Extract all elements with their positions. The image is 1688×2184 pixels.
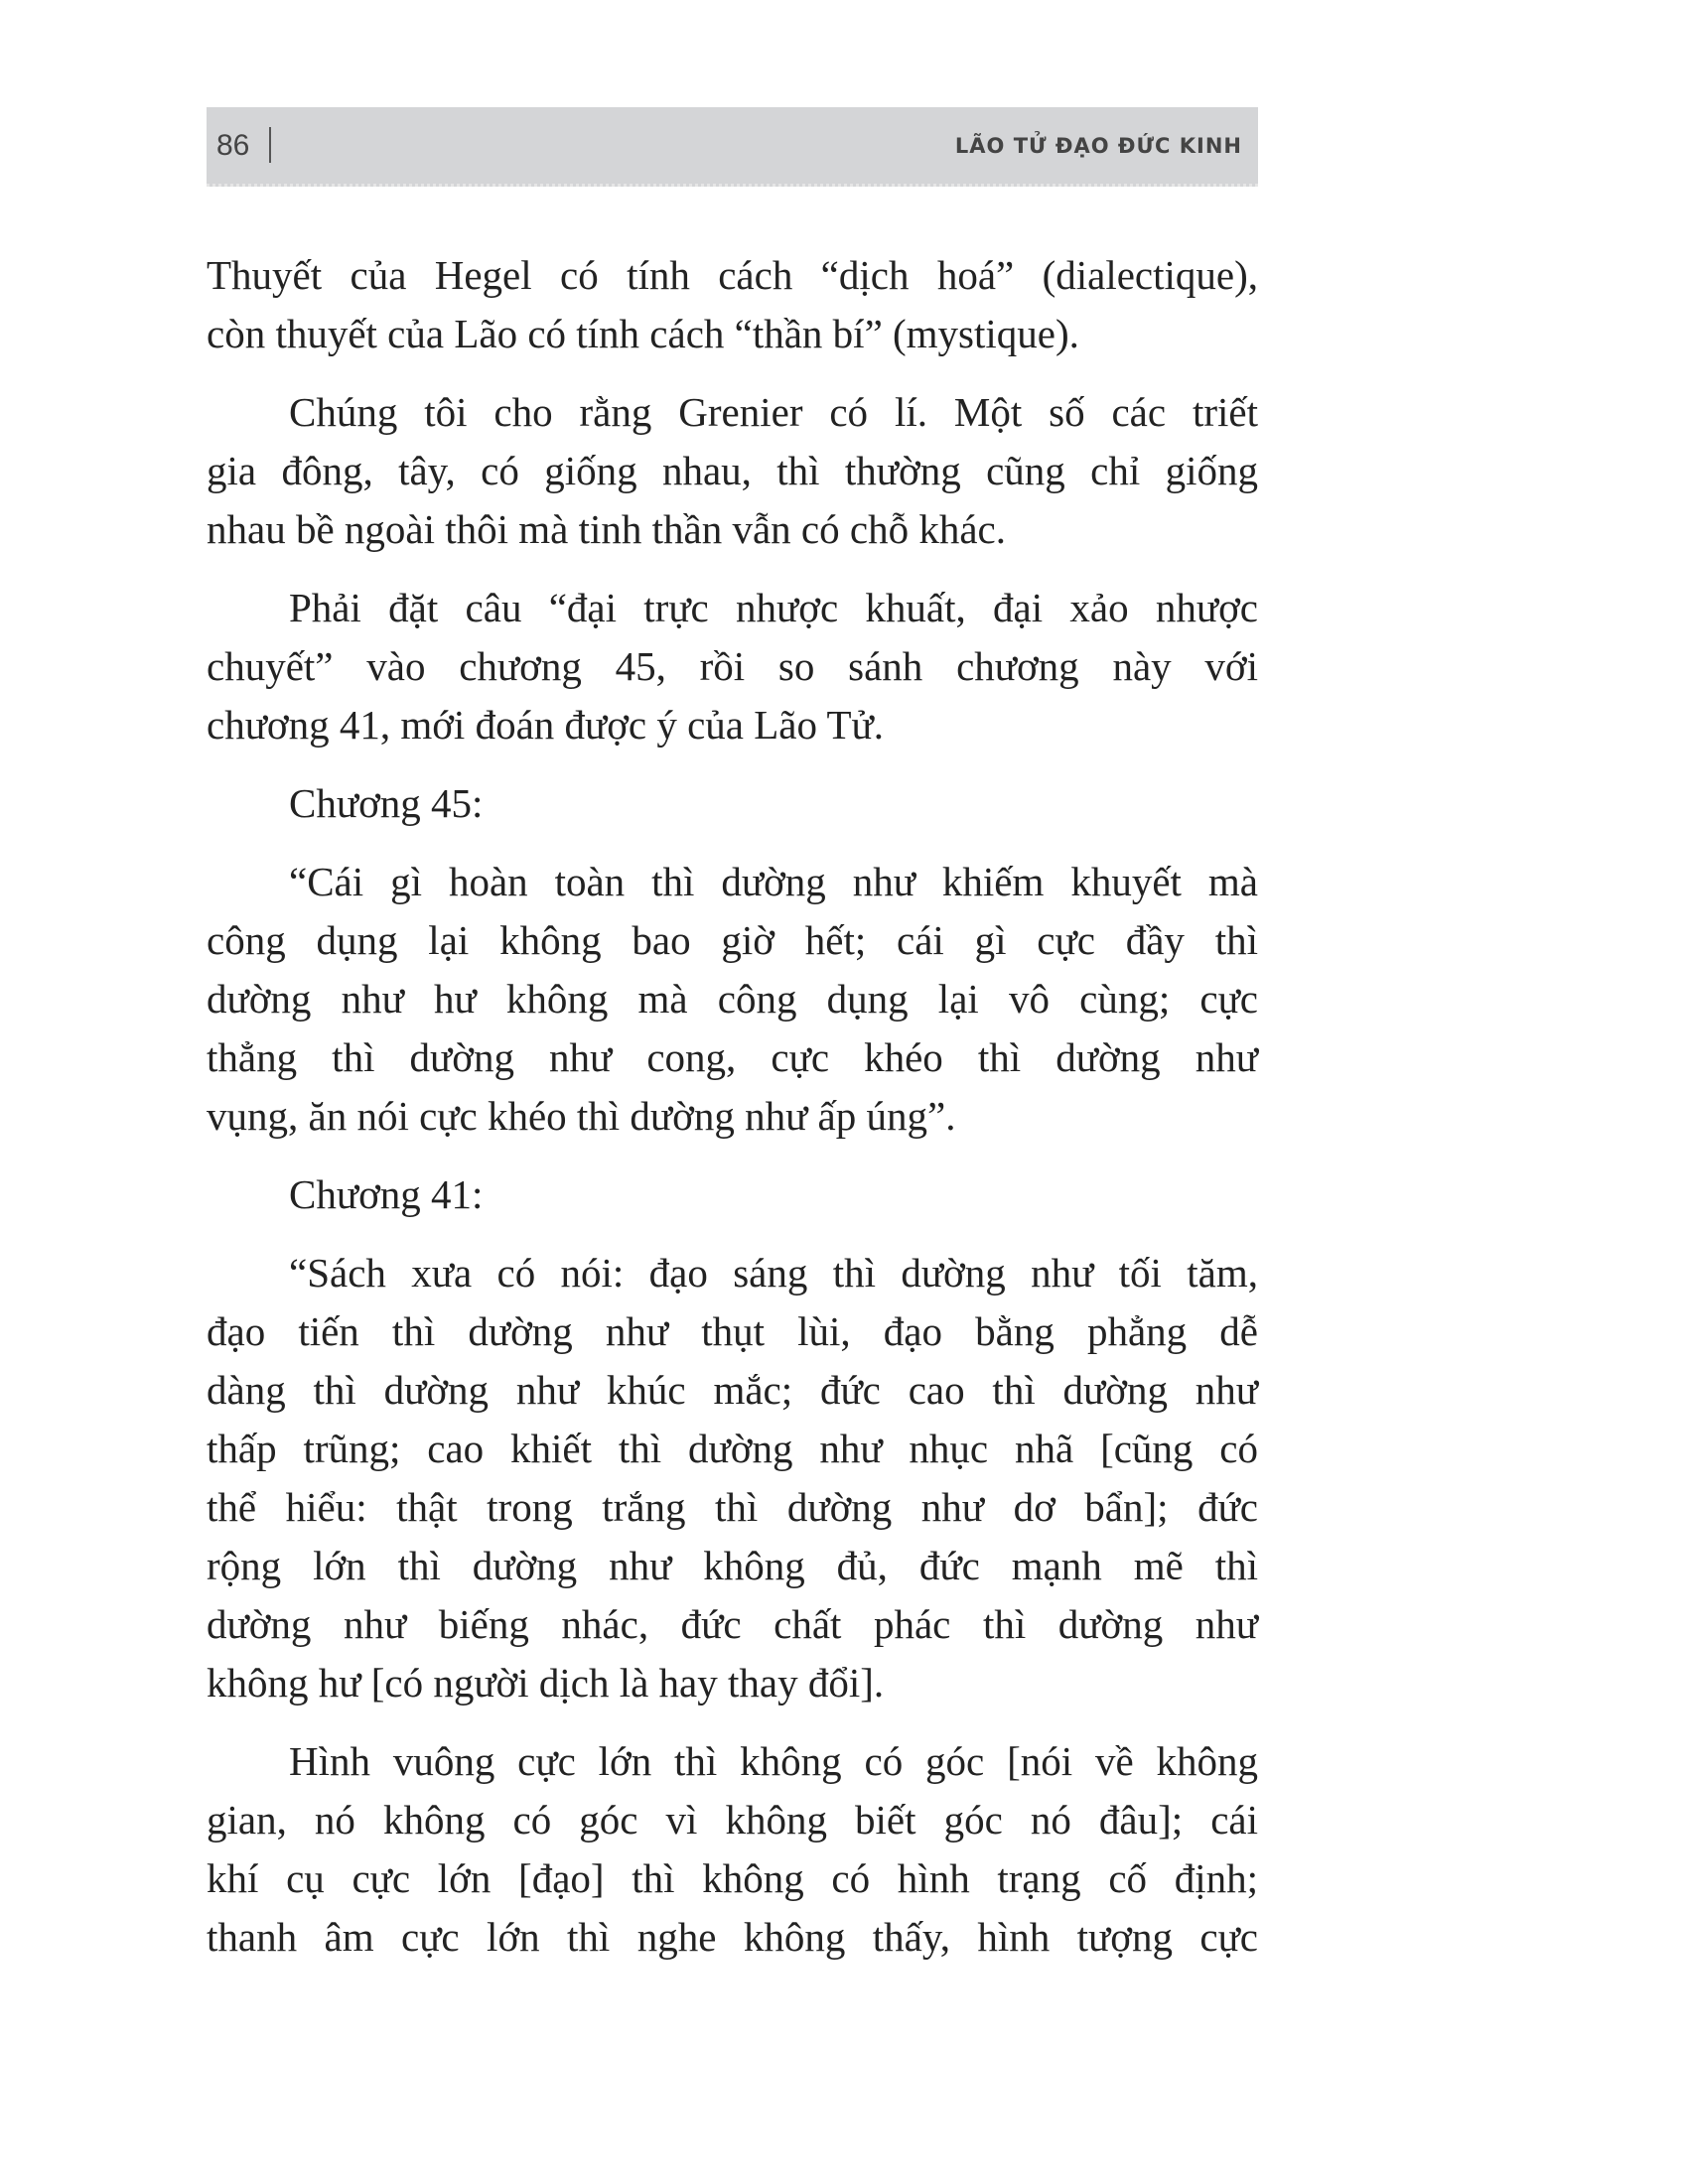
paragraph <box>207 1244 1258 1712</box>
text-line: chuyết” vào chương 45, rồi so sánh chương này với <box>207 643 1258 689</box>
text-line: “Sách xưa có nói: đạo sáng thì dường như tối tăm, <box>289 1250 1258 1296</box>
text-line: còn thuyết của Lão có tính cách “thần bí” (mystique). <box>207 311 1079 356</box>
text-line: gia đông, tây, có giống nhau, thì thường cũng chỉ giống <box>207 448 1258 493</box>
text-line: rộng lớn thì dường như không đủ, đức mạnh mẽ thì <box>207 1543 1258 1588</box>
text-line: nhau bề ngoài thôi mà tinh thần vẫn có chỗ khác. <box>207 506 1006 552</box>
text-line: không hư [có người dịch là hay thay đổi]. <box>207 1660 885 1706</box>
paragraph <box>207 1732 1258 1967</box>
paragraph <box>207 1165 1258 1224</box>
text-line: thanh âm cực lớn thì nghe không thấy, hình tượng cực <box>207 1914 1258 1960</box>
text-line: Chúng tôi cho rằng Grenier có lí. Một số các triết <box>289 389 1258 435</box>
text-line: công dụng lại không bao giờ hết; cái gì cực đầy thì <box>207 917 1258 963</box>
paragraph <box>207 853 1258 1146</box>
paragraph <box>207 579 1258 754</box>
page-number: 86 <box>216 129 250 162</box>
text-line: thẳng thì dường như cong, cực khéo thì dường như <box>207 1034 1258 1080</box>
book-title: LÃO TỬ ĐẠO ĐỨC KINH <box>954 134 1242 158</box>
text-line: thể hiểu: thật trong trắng thì dường như dơ bẩn]; đức <box>207 1484 1258 1530</box>
text-line: khí cụ cực lớn [đạo] thì không có hình trạng cố định; <box>207 1855 1258 1901</box>
header-divider <box>269 127 271 163</box>
text-line: đạo tiến thì dường như thụt lùi, đạo bằng phẳng dễ <box>207 1308 1258 1354</box>
text-line: “Cái gì hoàn toàn thì dường như khiếm khuyết mà <box>289 859 1258 904</box>
text-line: Chương 45: <box>289 780 484 826</box>
running-header <box>207 107 1258 187</box>
text-line: dường như hư không mà công dụng lại vô cùng; cực <box>207 976 1258 1022</box>
text-line: dường như biếng nhác, đức chất phác thì dường như <box>207 1601 1258 1647</box>
body-text <box>207 246 1258 1986</box>
text-line: dàng thì dường như khúc mắc; đức cao thì dường như <box>207 1367 1258 1413</box>
paragraph <box>207 774 1258 833</box>
text-line: Chương 41: <box>289 1171 484 1217</box>
paragraph <box>207 246 1258 363</box>
text-line: gian, nó không có góc vì không biết góc nó đâu]; cái <box>207 1797 1258 1843</box>
paragraph <box>207 383 1258 559</box>
text-line: Phải đặt câu “đại trực nhược khuất, đại xảo nhược <box>289 585 1258 630</box>
text-line: chương 41, mới đoán được ý của Lão Tử. <box>207 702 885 748</box>
text-line: vụng, ăn nói cực khéo thì dường như ấp úng”. <box>207 1093 956 1139</box>
text-line: thấp trũng; cao khiết thì dường như nhục nhã [cũng có <box>207 1426 1258 1471</box>
text-line: Hình vuông cực lớn thì không có góc [nói về không <box>289 1738 1258 1784</box>
text-line: Thuyết của Hegel có tính cách “dịch hoá” (dialectique), <box>207 252 1258 298</box>
